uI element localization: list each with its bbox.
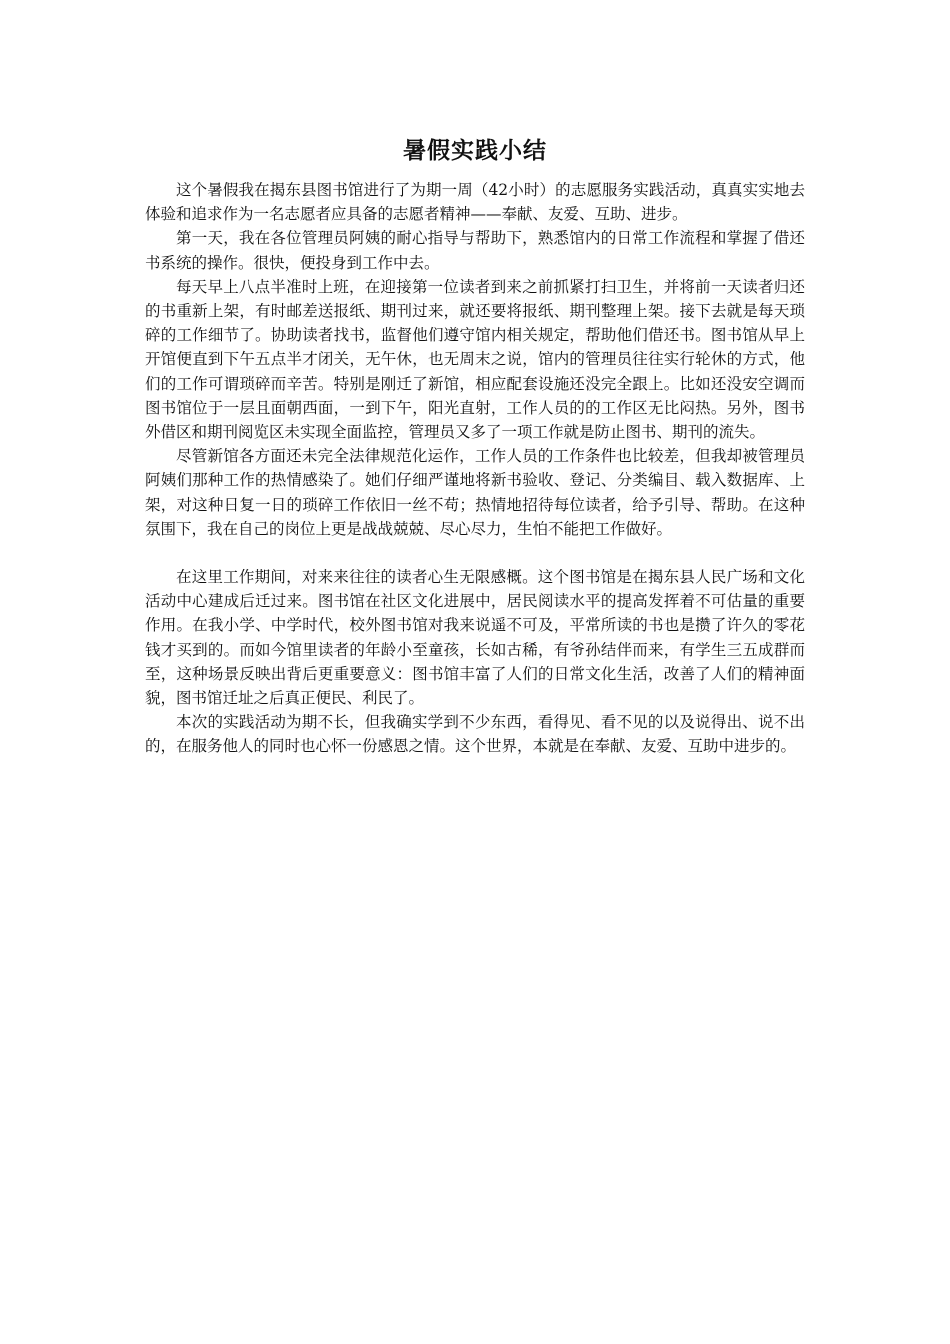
paragraph-conclusion: 本次的实践活动为期不长，但我确实学到不少东西，看得见、看不见的以及说得出、说不出的，在服务他人的同时也心怀一份感恩之情。这个世界，本就是在奉献、友爱、互助中进步的。 bbox=[145, 713, 805, 756]
paragraph-spacer bbox=[145, 541, 805, 565]
document-body bbox=[145, 134, 805, 759]
paragraph-first-day: 第一天，我在各位管理员阿姨的耐心指导与帮助下，熟悉馆内的日常工作流程和掌握了借还书系统的操作。很快，便投身到工作中去。 bbox=[145, 229, 805, 272]
paragraph-daily-work: 每天早上八点半准时上班，在迎接第一位读者到来之前抓紧打扫卫生，并将前一天读者归还的书重新上架，有时邮差送报纸、期刊过来，就还要将报纸、期刊整理上架。接下去就是每天琐碎的工作细节了。协助读者找书，监督他们遵守馆内相关规定，帮助他们借还书。图书馆从早上开馆便直到下午五点半才闭关，无午休，也无周末之说，馆内的管理员往往实行轮休的方式，他们的工作可谓琐碎而辛苦。特别是刚迁了新馆，相应配套设施还没完全跟上。比如还没安空调而图书馆位于一层且面朝西面，一到下午，阳光直射，工作人员的的工作区无比闷热。另外，图书外借区和期刊阅览区未实现全面监控，管理员又多了一项工作就是防止图书、期刊的流失。 bbox=[145, 277, 805, 442]
paragraph-staff-enthusiasm: 尽管新馆各方面还未完全法律规范化运作，工作人员的工作条件也比较差，但我却被管理员阿姨们那种工作的热情感染了。她们仔细严谨地将新书验收、登记、分类编目、载入数据库、上架，对这种日复一日的琐碎工作依旧一丝不苟；热情地招待每位读者，给予引导、帮助。在这种氛围下，我在自己的岗位上更是战战兢兢、尽心尽力，生怕不能把工作做好。 bbox=[145, 447, 805, 538]
document-title: 暑假实践小结 bbox=[403, 138, 547, 164]
paragraph-intro: 这个暑假我在揭东县图书馆进行了为期一周（42小时）的志愿服务实践活动，真真实实地去体验和追求作为一名志愿者应具备的志愿者精神——奉献、友爱、互助、进步。 bbox=[145, 181, 805, 224]
paragraph-readers: 在这里工作期间，对来来往往的读者心生无限感概。这个图书馆是在揭东县人民广场和文化活动中心建成后迁过来。图书馆在社区文化进展中，居民阅读水平的提高发挥着不可估量的重要作用。在我小学、中学时代，校外图书馆对我来说遥不可及，平常所读的书也是攒了许久的零花钱才买到的。而如今馆里读者的年龄小至童孩，长如古稀，有爷孙结伴而来，有学生三五成群而至，这种场景反映出背后更重要意义：图书馆丰富了人们的日常文化生活，改善了人们的精神面貌，图书馆迁址之后真正便民、利民了。 bbox=[145, 568, 805, 708]
